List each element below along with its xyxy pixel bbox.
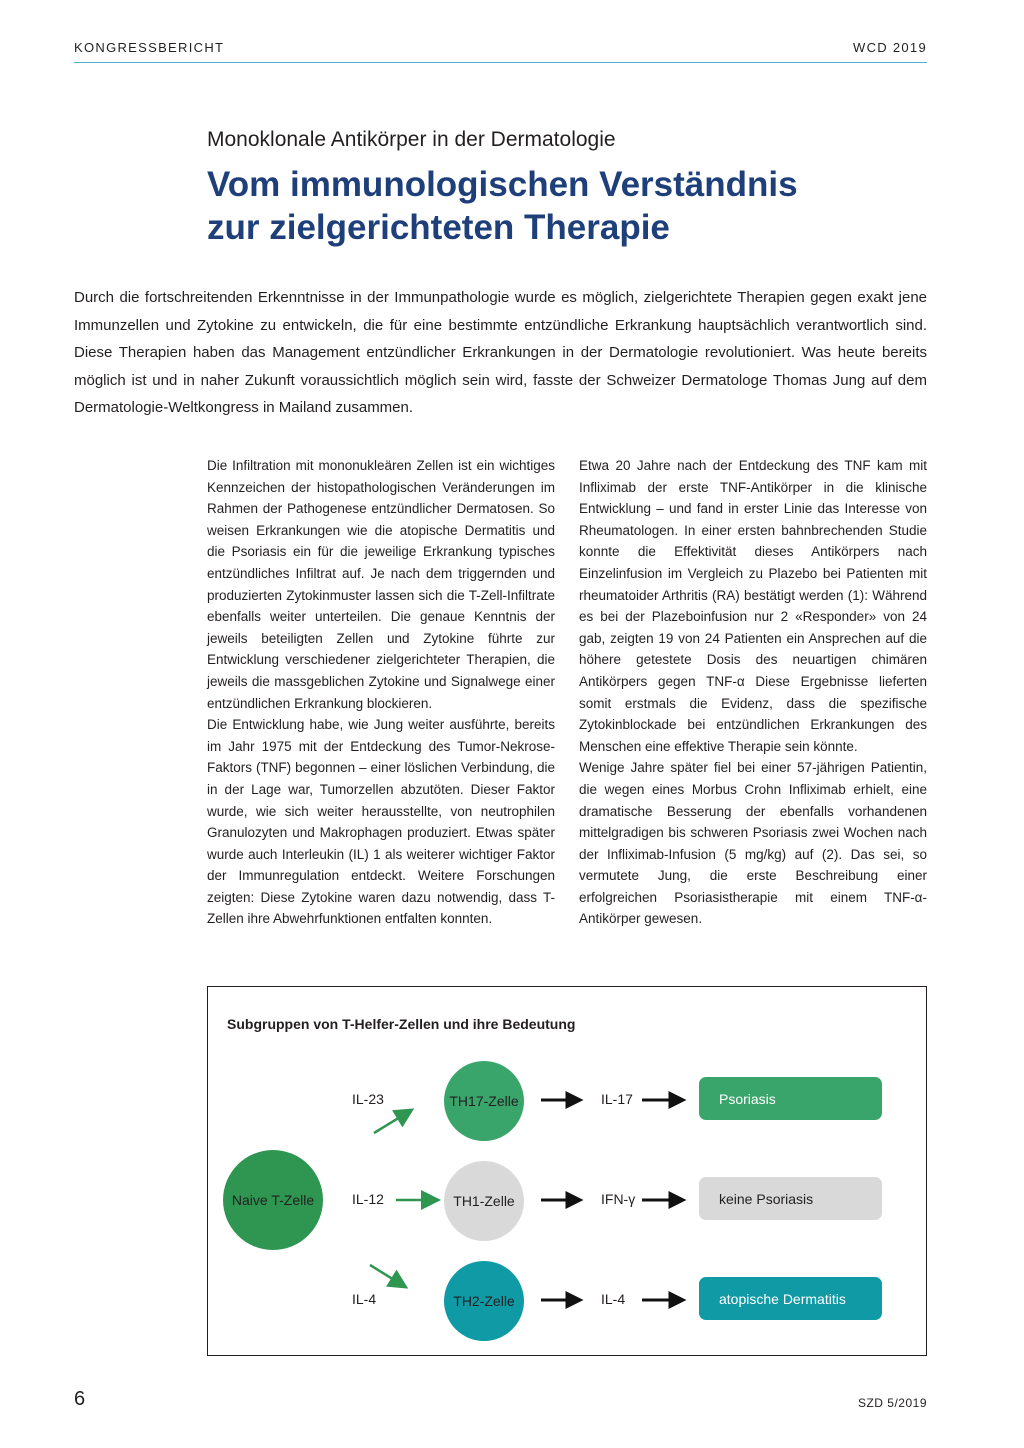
outcome-no-psoriasis (699, 1177, 882, 1220)
trigger-label: IL-12 (352, 1191, 384, 1207)
title-line-1: Vom immunologischen Verständnis (207, 165, 798, 204)
outcome-label: keine Psoriasis (719, 1190, 814, 1207)
section-label: KONGRESSBERICHT (74, 40, 225, 55)
lead-paragraph: Durch die fortschreitenden Erkenntnisse in der Immunpathologie wurde es möglich, zielgerichtete Therapien gegen exakt jene Immunzellen und Zytokine zu entwickeln, die für eine bestimmte entzündliche Erkrankung hauptsächlich verantwortlich sind. Diese Therapien haben das Management entzündlicher Erkrankungen in der Dermatologie revolutioniert. Was heute bereits möglich ist und in naher Zukunft voraussichtlich möglich sein wird, fasste der Schweizer Dermatologe Thomas Jung auf dem Dermatologie-Weltkongress in Mailand zusammen. (74, 289, 927, 416)
body-column-left (207, 455, 555, 930)
th1-cell-label: TH1-Zelle (453, 1193, 515, 1209)
body-paragraph: Die Entwicklung habe, wie Jung weiter ausführte, bereits im Jahr 1975 mit der Entdeckung des Tumor-Nekrose-Faktors (TNF) begonnen – einer löslichen Verbindung, die in der Lage war, Tumorzellen abzutöten. Dieser Faktor wurde, wie sich weiter herausstellte, von neutrophilen Granulozyten und Makrophagen produziert. Etwas später wurde auch Interleukin (IL) 1 als weiterer wichtiger Faktor der Immunregulation entdeckt. Weitere Forschungen zeigten: Diese Zytokine waren dazu notwendig, dass T-Zellen ihre Abwehrfunktionen entfalten konnten. (207, 717, 555, 927)
outcome-atopic-dermatitis (699, 1277, 882, 1320)
body-column-right (579, 455, 927, 930)
outcome-label: atopische Dermatitis (719, 1290, 846, 1307)
issue-label: SZD 5/2019 (857, 1396, 927, 1410)
cytokine-label: IL-4 (601, 1291, 626, 1307)
trigger-label: IL-23 (352, 1091, 384, 1107)
th2-cell (444, 1261, 524, 1341)
th-cell-figure (207, 986, 927, 1356)
figure-title: Subgruppen von T-Helfer-Zellen und ihre Bedeutung (227, 1016, 576, 1032)
naive-t-cell-label: Naive T-Zelle (231, 1192, 315, 1208)
th1-cell (444, 1161, 524, 1241)
body-paragraph: Wenige Jahre später fiel bei einer 57-jährigen Patientin, die wegen eines Morbus Crohn Infliximab erhielt, eine dramatische Besserung der ebenfalls vorhandenen mittelgradigen bis schweren Psoriasis zwei Wochen nach der Infliximab-Infusion (5 mg/kg) auf (2). Das sei, so vermutete Jung, die erste Beschreibung einer erfolgreichen Psoriasistherapie mit einem TNF-α-Antikörper gewesen. (579, 760, 927, 927)
article-kicker: Monoklonale Antikörper in der Dermatologie (207, 128, 616, 151)
cytokine-label: IL-17 (601, 1091, 633, 1107)
event-label: WCD 2019 (853, 40, 927, 55)
trigger-label: IL-4 (352, 1291, 377, 1307)
naive-t-cell (223, 1150, 323, 1250)
body-paragraph: Die Infiltration mit mononukleären Zellen ist ein wichtiges Kennzeichen der histopathologischen Veränderungen im Rahmen der Pathogenese entzündlicher Dermatosen. So weisen Erkrankungen wie die atopische Dermatitis und die Psoriasis ein für die jeweilige Erkrankung typisches entzündliches Infiltrat auf. Je nach dem triggernden und produzierten Zytokinmuster lassen sich die T-Zell-Infiltrate ebenfalls weiter unterteilen. Die genaue Kenntnis der jeweils beteiligten Zellen und Zytokine führte zur Entwicklung verschiedener zielgerichteter Therapien, die jeweils die massgeblichen Zytokine und Signalwege einer entzündlichen Erkrankung blockieren. (207, 458, 555, 711)
arrow-naive-to-th2 (370, 1265, 404, 1286)
arrow-naive-to-th17 (374, 1111, 410, 1133)
outcome-psoriasis (699, 1077, 882, 1120)
cytokine-label: IFN-γ (601, 1191, 636, 1207)
article-title (207, 163, 927, 249)
title-line-2: zur zielgerichteten Therapie (207, 208, 670, 247)
running-head (74, 40, 927, 63)
th2-cell-label: TH2-Zelle (453, 1293, 515, 1309)
outcome-label: Psoriasis (719, 1090, 776, 1107)
th17-cell (444, 1061, 524, 1141)
body-paragraph: Etwa 20 Jahre nach der Entdeckung des TNF kam mit Infliximab der erste TNF-Antikörper in die klinische Entwicklung – und fand in erster Linie das Interesse von Rheumatologen. In einer ersten bahnbrechenden Studie konnte die Effektivität dieses Antikörpers nach Einzelinfusion im Vergleich zu Plazebo bei Patienten mit rheumatoider Arthritis (RA) bestätigt werden (1): Während es bei der Plazeboinfusion nur 2 «Responder» von 24 gab, zeigten 19 von 24 Patienten ein Ansprechen auf die höhere getestete Dosis des neuartigen chimären Antikörpers gegen TNF-α Diese Ergebnisse lieferten somit erstmals die Evidenz, dass die spezifische Zytokinblockade bei entzündlichen Erkrankungen des Menschen eine effektive Therapie sein könnte. (579, 458, 927, 754)
th17-cell-label: TH17-Zelle (449, 1093, 519, 1109)
page-number: 6 (74, 1388, 86, 1410)
